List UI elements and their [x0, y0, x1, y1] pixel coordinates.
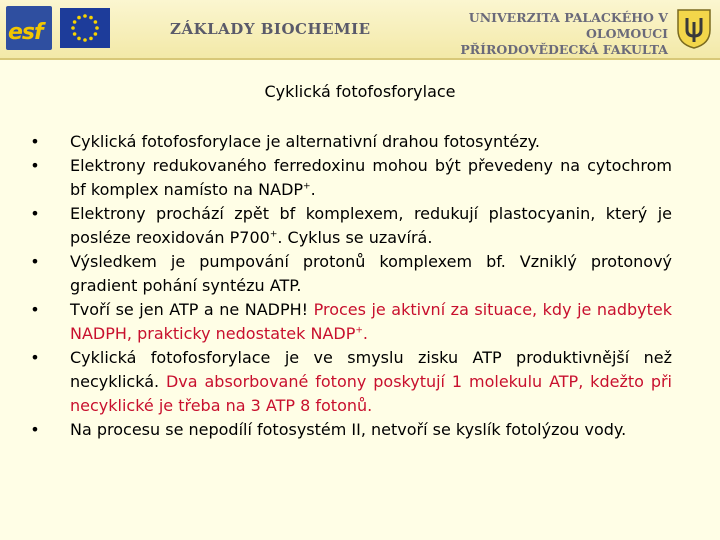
course-title: ZÁKLADY BIOCHEMIE	[170, 20, 371, 38]
slide-title: Cyklická fotofosforylace	[264, 82, 456, 101]
superscript-plus: +	[355, 325, 363, 336]
list-item	[28, 346, 672, 418]
university-line-1: UNIVERZITA PALACKÉHO V OLOMOUCI	[468, 10, 668, 41]
superscript-plus: +	[303, 181, 311, 192]
bullet-symbol: •	[30, 132, 40, 151]
bullet-symbol: •	[30, 156, 40, 175]
bullet-text-after: .	[310, 180, 316, 199]
bullet-text: Cyklická fotofosforylace je alternativní drahou fotosyntézy.	[70, 132, 540, 151]
bullet-symbol: •	[30, 204, 40, 223]
bullet-text: Elektrony redukovaného ferredoxinu mohou být převedeny na cytochrom bf komplex namísto na NADP	[70, 156, 672, 199]
bullet-symbol: •	[30, 420, 40, 439]
bullet-text: Elektrony prochází zpět bf komplexem, redukují plastocyanin, který je posléze reoxidován P700	[70, 204, 672, 247]
university-name	[408, 10, 668, 58]
bullet-text-after: . Cyklus se uzavírá.	[277, 228, 433, 247]
list-item	[28, 250, 672, 298]
highlighted-text: Proces je aktivní za situace, kdy je nadbytek NADPH, prakticky nedostatek NADP	[70, 300, 672, 343]
bullet-text: Výsledkem je pumpování protonů komplexem bf. Vzniklý protonový gradient pohání syntézu ATP.	[70, 252, 672, 295]
list-item	[28, 130, 672, 154]
superscript-plus: +	[269, 229, 278, 240]
header-banner	[0, 0, 720, 60]
esf-logo-text: esf	[8, 20, 43, 45]
bullet-symbol: •	[30, 252, 40, 271]
university-line-2: PŘÍRODOVĚDECKÁ FAKULTA	[460, 42, 668, 57]
bullet-list	[28, 130, 672, 442]
list-item	[28, 298, 672, 346]
esf-logo	[6, 6, 52, 50]
bullet-text: Tvoří se jen ATP a ne NADPH!	[70, 300, 314, 319]
list-item	[28, 418, 672, 442]
highlighted-text-after: .	[362, 324, 368, 343]
list-item	[28, 202, 672, 250]
highlighted-text: Dva absorbované fotony poskytují 1 molekulu ATP, kdežto při necyklické je třeba na 3 ATP 8 fotonů.	[70, 372, 672, 415]
up-logo-icon	[674, 8, 714, 50]
bullet-symbol: •	[30, 348, 40, 367]
bullet-symbol: •	[30, 300, 40, 319]
list-item	[28, 154, 672, 202]
eu-flag-icon	[60, 8, 110, 48]
bullet-text: Na procesu se nepodílí fotosystém II, netvoří se kyslík fotolýzou vody.	[70, 420, 627, 439]
bullet-text: Cyklická fotofosforylace je ve smyslu zisku ATP produktivnější než necyklická.	[70, 348, 672, 391]
